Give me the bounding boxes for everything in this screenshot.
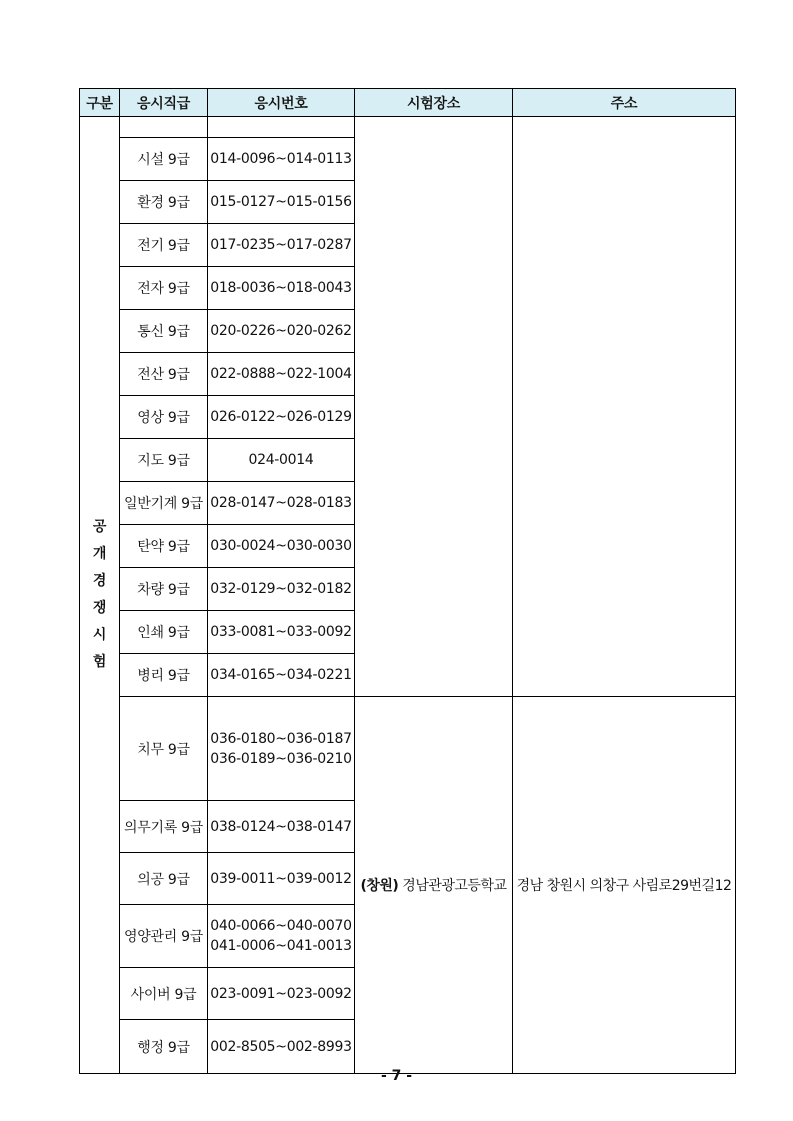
number-cell: 033-0081~033-0092: [208, 611, 355, 654]
number-cell: 015-0127~015-0156: [208, 181, 355, 224]
header-grade: 응시직급: [120, 89, 208, 117]
number-cell: [208, 905, 355, 968]
number-cell: 038-0124~038-0147: [208, 801, 355, 853]
number-cell: [208, 697, 355, 801]
number-cell: 030-0024~030-0030: [208, 525, 355, 568]
page-number: - 7 -: [380, 1068, 413, 1084]
grade-cell: 영양관리 9급: [120, 905, 208, 968]
grade-cell: 전자 9급: [120, 267, 208, 310]
grade-cell: 차량 9급: [120, 568, 208, 611]
grade-cell: 의공 9급: [120, 853, 208, 905]
grade-cell: 일반기계 9급: [120, 482, 208, 525]
number-cell: 017-0235~017-0287: [208, 224, 355, 267]
number-cell: 039-0011~039-0012: [208, 853, 355, 905]
number-line: 036-0189~036-0210: [210, 750, 352, 767]
number-cell: 028-0147~028-0183: [208, 482, 355, 525]
grade-cell: 영상 9급: [120, 396, 208, 439]
header-site: 시험장소: [355, 89, 513, 117]
site-region: (창원): [360, 878, 399, 894]
site-cell-empty: [355, 117, 513, 697]
number-cell: 022-0888~022-1004: [208, 353, 355, 396]
number-line: 041-0006~041-0013: [210, 938, 352, 954]
grade-cell: 인쇄 9급: [120, 611, 208, 654]
grade-cell: 시설 9급: [120, 138, 208, 181]
site-name: 경남관광고등학교: [402, 878, 507, 894]
table-row: [80, 697, 736, 801]
number-cell: 023-0091~023-0092: [208, 968, 355, 1020]
number-cell: 018-0036~018-0043: [208, 267, 355, 310]
grade-cell: 지도 9급: [120, 439, 208, 482]
table-row: [80, 117, 736, 138]
grade-cell: 전산 9급: [120, 353, 208, 396]
header-category: 구분: [80, 89, 120, 117]
number-line: 040-0066~040-0070: [210, 918, 352, 934]
address-cell-empty: [513, 117, 736, 697]
number-line: 036-0180~036-0187: [210, 730, 352, 747]
grade-cell: 전기 9급: [120, 224, 208, 267]
header-number: 응시번호: [208, 89, 355, 117]
header-address: 주소: [513, 89, 736, 117]
number-cell: 002-8505~002-8993: [208, 1020, 355, 1074]
category-cell: [80, 117, 120, 1074]
grade-cell: 행정 9급: [120, 1020, 208, 1074]
number-cell: 024-0014: [208, 439, 355, 482]
header-row: [80, 89, 736, 117]
grade-cell: 치무 9급: [120, 697, 208, 801]
number-cell: 020-0226~020-0262: [208, 310, 355, 353]
number-cell: 026-0122~026-0129: [208, 396, 355, 439]
grade-cell: 사이버 9급: [120, 968, 208, 1020]
grade-cell: 통신 9급: [120, 310, 208, 353]
grade-cell: 의무기록 9급: [120, 801, 208, 853]
exam-site-table: [79, 88, 736, 1074]
grade-cell: 병리 9급: [120, 654, 208, 697]
category-label: 공개경쟁시험: [92, 519, 107, 670]
site-cell: [355, 697, 513, 1074]
grade-cell: 환경 9급: [120, 181, 208, 224]
number-cell: 032-0129~032-0182: [208, 568, 355, 611]
number-cell: 014-0096~014-0113: [208, 138, 355, 181]
grade-cell: 탄약 9급: [120, 525, 208, 568]
address-cell: 경남 창원시 의창구 사림로29번길12: [513, 697, 736, 1074]
number-cell: 034-0165~034-0221: [208, 654, 355, 697]
